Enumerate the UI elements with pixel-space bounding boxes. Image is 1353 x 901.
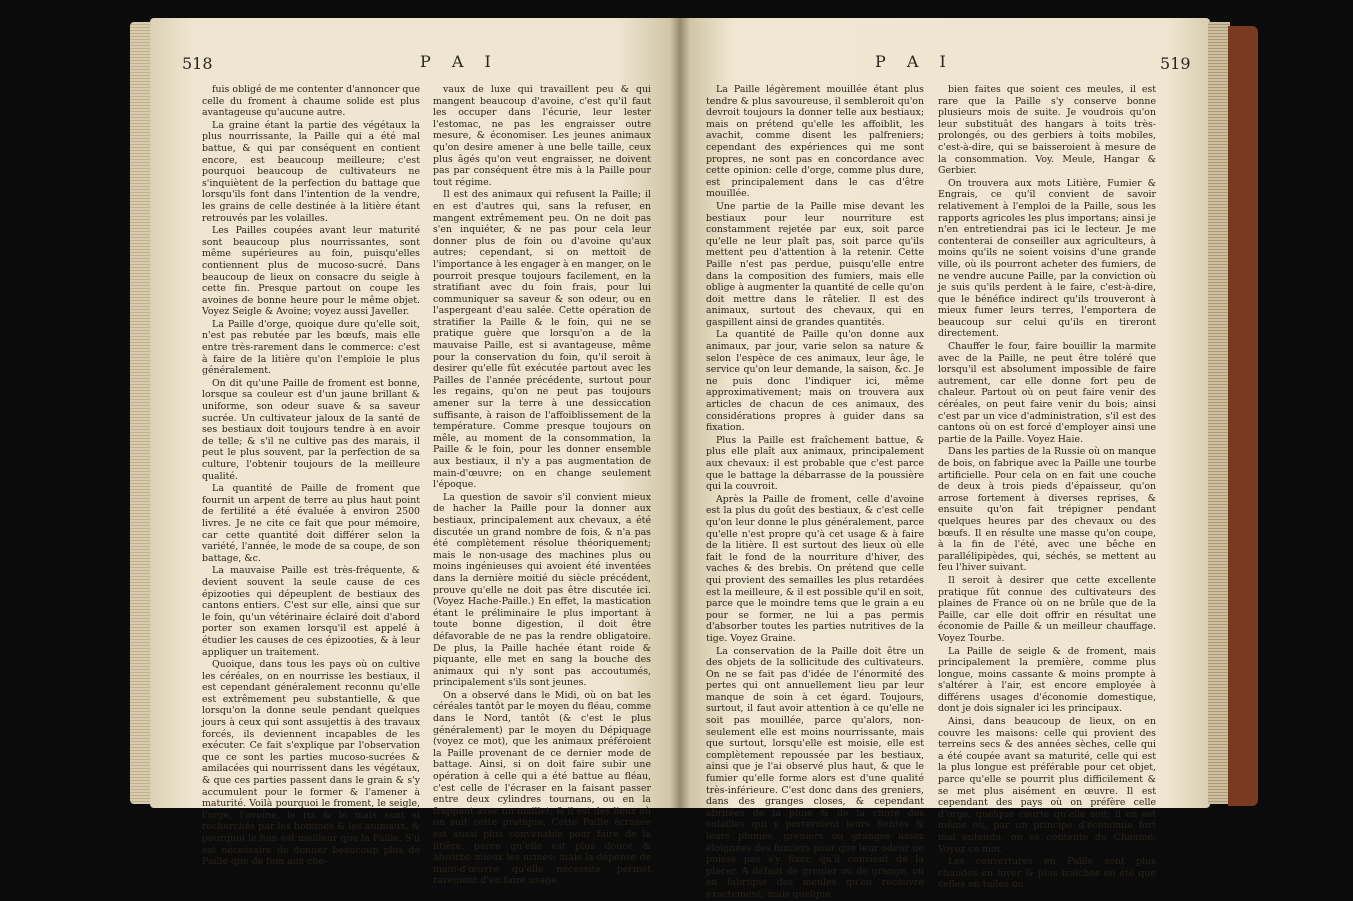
right-column-1 (706, 84, 924, 900)
paragraph: La conservation de la Paille doit être un des objets de la sollicitude des cultivateurs. On ne se fait pas d'idée de l'énormité des pertes qui ont annuellement lieu par leur manque de soin à cet égard. Toujours, surtout, il faut avoir attention à ce qu'elle ne soit pas mouillée, parce qu'alors, non-seulement elle est moins nourrissante, mais que surtout, lorsqu'elle est moisie, elle est complètement repoussée par les bestiaux, ainsi que je l'ai observé plus haut, & que le fumier qu'elle forme alors est d'une qualité très-inférieure. C'est donc dans des greniers, dans des granges closes, & cependant abritées de la pluie & de la chute des volailles qui y porteroient leurs fientes & leurs plumes, greniers ou granges assez éloignées des fumiers pour que leur odeur ne puisse pas s'y fixer, qu'il convient de la placer. A défaut de grenier ou de grange, on en fabrique des meules qu'on recouvre exactement; mais quelque (706, 645, 924, 900)
paragraph: Chauffer le four, faire bouillir la marmite avec de la Paille, ne peut être toléré que lorsqu'il est absolument impossible de faire autrement, car elle donne fort peu de chaleur. Partout où on peut faire venir des céréales, on peut faire venir du bois; ainsi c'est par un vice d'administration, s'il est des cantons où on est forcé d'employer ainsi une partie de la Paille. Voyez Haie. (938, 341, 1156, 445)
paragraph: La graine étant la partie des végétaux la plus nourrissante, la Paille qui a été mal battue, & qui par conséquent en contient encore, est beaucoup meilleure; c'est pourquoi beaucoup de cultivateurs ne s'inquiètent de la perfection du battage que lorsqu'ils font dans l'intention de la vendre, les grains de celle destinée à la litière étant retrouvés par les volailles. (202, 119, 420, 224)
paragraph: La Paille légèrement mouillée étant plus tendre & plus savoureuse, il sembleroit qu'on devroit toujours la donner telle aux bestiaux; mais on prétend qu'elle les affoiblit, les avachit, comme disent les palfreniers; cependant des expériences qui me sont propres, ne sont pas en concordance avec cette opinion: celle d'orge, comme plus dure, est principalement dans le cas d'être mouillée. (706, 84, 924, 200)
right-page (680, 18, 1210, 900)
paragraph: La quantité de Paille qu'on donne aux animaux, par jour, varie selon sa nature & selon l'espèce de ces animaux, leur âge, le service qu'on leur demande, la saison, &c. Je ne puis donc l'indiquer ici, même approximativement; mais on trouvera aux articles de chacun de ces animaux, des considérations propres à guider dans sa fixation. (706, 329, 924, 434)
paragraph: Dans les parties de la Russie où on manque de bois, on fabrique avec la Paille une tourbe artificielle. Pour cela on en fait une couche de deux à trois pieds d'épaisseur, qu'on arrose fortement à diverses reprises, & ensuite qu'on fait trépigner pendant quelques heures par des chevaux ou des bœufs. Il en résulte une masse qu'on coupe, à la fin de l'été, avec une bêche en parallélipipèdes, qui, séchés, se mettent au feu l'hiver suivant. (938, 446, 1156, 574)
right-page-edges (1208, 22, 1230, 804)
left-page (150, 18, 680, 887)
paragraph: Les Pailles coupées avant leur maturité sont beaucoup plus nourrissantes, sont même supérieures au foin, puisqu'elles contiennent plus de mucoso-sucré. Dans beaucoup de lieux on consacre du seigle à cette fin. Presque partout on coupe les avoines de bonne heure pour le même objet. Voyez Seigle & Avoine; voyez aussi Javeller. (202, 225, 420, 318)
right-column-2 (938, 84, 1156, 891)
paragraph: vaux de luxe qui travaillent peu & qui mangent beaucoup d'avoine, c'est qu'il faut les occuper dans l'écurie, leur lester l'estomac, ne pas les engraisser outre mesure, & économiser. Les jeunes animaux qu'on desire amener à une belle taille, ceux plus âgés qu'on veut engraisser, ne doivent pas par conséquent être mis à la Paille pour tout régime. (433, 84, 651, 188)
paragraph: Après la Paille de froment, celle d'avoine est la plus du goût des bestiaux, & c'est celle qu'on leur donne le plus généralement, parce qu'elle n'est propre qu'à cet usage & à faire de la litière. Il est surtout des lieux où elle fait le fond de la nourriture d'hiver, des vaches & des brebis. On prétend que celle qui provient des semailles les plus retardées est la meilleure, & il est possible qu'il en soit, parce que le moindre tems que le grain a eu pour se former, ne lui a pas permis d'absorber toutes les parties nutritives de la tige. Voyez Graine. (706, 493, 924, 644)
book-cover (1228, 26, 1258, 806)
right-page-number: 519 (1160, 54, 1191, 73)
paragraph: On a observé dans le Midi, où on bat les céréales tantôt par le moyen du fléau, comme dans le Nord, tantôt (& c'est le plus généralement) par le moyen du Dépiquage (voyez ce mot), que les animaux préféroient la Paille provenant de ce dernier mode de battage. Ainsi, si on doit faire subir une opération à celle qui a été battue au fléau, c'est celle de l'écraser en la faisant passer entre deux cylindres tournans, ou en la frappant avec un maillet; & il est des lieux où on suit cette pratique. Cette Paille écrasée est aussi plus convenable pour faire de la litière, parce qu'elle est plus douce & absorbe mieux les urines; mais la dépense de main-d'œuvre qu'elle nécessite, permet rarement d'en faire usage. (433, 689, 651, 887)
paragraph: On dit qu'une Paille de froment est bonne, lorsque sa couleur est d'un jaune brillant & uniforme, son odeur suave & sa saveur sucrée. Un cultivateur jaloux de la santé de ses bestiaux doit toujours tendre à en avoir de telle; & s'il ne cultive pas des marais, il peut le plus souvent, par la perfection de sa culture, l'obtenir toujours de la meilleure qualité. (202, 377, 420, 482)
left-running-header: P A I (420, 52, 499, 71)
paragraph: La Paille d'orge, quoique dure qu'elle soit, n'est pas rebutée par les bœufs, mais elle entre très-rarement dans le commerce: c'est à faire de la litière qu'on l'emploie le plus généralement. (202, 318, 420, 377)
paragraph: Ainsi, dans beaucoup de lieux, on en couvre les maisons: celle qui provient des terreins secs & des années sèches, celle qui a été coupée avant sa maturité, celle qui est la plus longue est préférable pour cet objet, parce qu'elle se pourrit plus difficilement & se met plus aisément en œuvre. Il est cependant des pays où on préfère celle d'orge, quelque courte qu'elle soit; il en est même où, par un principe d'économie fort mal entendu, on se contente du Chaume. Voyez ce mot. (938, 716, 1156, 855)
paragraph: Les couvertures en Paille sont plus chaudes en hiver & plus fraîches en été que celles en tuiles ou (938, 856, 1156, 891)
paragraph: Il est des animaux qui refusent la Paille; il en est d'autres qui, sans la refuser, en mangent extrêmement peu. On ne doit pas s'en inquiéter, & ne pas pour cela leur donner plus de foin ou d'avoine qu'aux autres; cependant, si on mettoit de l'importance à les engager à en manger, on le pourroit presque toujours facilement, en la stratifiant avec du foin frais, pour lui communiquer sa saveur & son odeur, ou en l'aspergeant d'eau salée. Cette opération de stratifier la Paille & le foin, qui ne se pratique guère que lorsqu'on a de la mauvaise Paille, est si avantageuse, même pour la conservation du foin, qu'il seroit à desirer qu'elle fût exécutée partout avec les Pailles de l'année précédente, surtout pour les regains, qu'on ne peut pas toujours amener sur la terre à une dessiccation suffisante, à raison de l'affoiblissement de la température. Comme presque toujours on mêle, au moment de la consommation, la Paille & le foin, pour les donner ensemble aux bestiaux, il n'y a pas augmentation de main-d'œuvre; on en change seulement l'époque. (433, 189, 651, 491)
paragraph: bien faites que soient ces meules, il est rare que la Paille s'y conserve bonne plusieurs mois de suite. Je voudrois qu'on leur substituât des hangars à toits très-prolongés, ou des gerbiers à toits mobiles, c'est-à-dire, qui se baisseroient à mesure de la consommation. Voy. Meule, Hangar & Gerbier. (938, 84, 1156, 177)
paragraph: La mauvaise Paille est très-fréquente, & devient souvent la seule cause de ces épizooties qui dépeuplent de bestiaux des cantons entiers. C'est sur elle, ainsi que sur le foin, qu'un vétérinaire éclairé doit d'abord porter son examen lorsqu'il est appelé à étudier les causes de ces épizooties, & à leur appliquer un traitement. (202, 565, 420, 658)
paragraph: La quantité de Paille de froment que fournit un arpent de terre au plus haut point de fertilité a été évaluée à environ 2500 livres. Je ne cite ce fait que pour mémoire, car cette quantité doit différer selon la variété, l'année, le mode de sa coupe, de son battage, &c. (202, 483, 420, 564)
left-page-edges (130, 22, 152, 804)
paragraph: Plus la Paille est fraîchement battue, & plus elle plaît aux animaux, principalement aux chevaux: il est probable que c'est parce que le battage la débarrasse de la poussière qui la couvroit. (706, 434, 924, 493)
left-column-2 (433, 84, 651, 887)
left-page-number: 518 (182, 54, 213, 73)
left-column-1 (202, 84, 420, 868)
paragraph: Il seroit à desirer que cette excellente pratique fût connue des cultivateurs des plaines de France où on ne brûle que de la Paille, car elle doit offrir en résultat une économie de Paille & un meilleur chauffage. Voyez Tourbe. (938, 574, 1156, 644)
paragraph: fuis obligé de me contenter d'annoncer que celle du froment à chaume solide est plus avantageuse qu'aucune autre. (202, 84, 420, 119)
paragraph: Une partie de la Paille mise devant les bestiaux pour leur nourriture est constamment rejetée par eux, soit parce qu'elle ne leur plaît pas, soit parce qu'ils mettent peu d'attention à la retenir. Cette Paille n'est pas perdue, puisqu'elle entre dans la composition des fumiers, mais elle oblige à augmenter la quantité de celle qu'on doit mettre dans le râtelier. Il est des animaux, surtout des chevaux, qui en gaspillent ainsi de grandes quantités. (706, 200, 924, 328)
paragraph: La question de savoir s'il convient mieux de hacher la Paille pour la donner aux bestiaux, principalement aux chevaux, a été discutée un grand nombre de fois, & n'a pas été complètement résolue théoriquement; mais le non-usage des machines plus ou moins ingénieuses qui avoient été inventées dans la dernière moitié du siècle précédent, prouve qu'elle ne doit pas être discutée ici. (Voyez Hache-Paille.) En effet, la mastication étant le préliminaire le plus important à toute bonne digestion, il doit être défavorable de ne pas la rendre obligatoire. De plus, la Paille hachée étant roide & piquante, elle met en sang la bouche des animaux qui n'y sont pas accoutumés, principalement s'ils sont jeunes. (433, 491, 651, 689)
open-book (130, 8, 1230, 900)
paragraph: On trouvera aux mots Litière, Fumier & Engrais, ce qu'il convient de savoir relativement à l'emploi de la Paille, sous les rapports agricoles les plus importans; ainsi je n'en entretiendrai pas ici le lecteur. Je me contenterai de conseiller aux agriculteurs, à moins qu'ils ne soient voisins d'une grande ville, où ils pourront acheter des fumiers, de ne vendre aucune Paille, par la conviction où je suis qu'ils perdent à le faire, c'est-à-dire, que le bénéfice indirect qu'ils trouveront à mieux fumer leurs terres, l'emportera de beaucoup sur celui qu'ils en tireront directement. (938, 177, 1156, 340)
paragraph: La Paille de seigle & de froment, mais principalement la première, comme plus longue, moins cassante & moins prompte à s'altérer à l'air, est encore employée à différens usages d'économie domestique, dont je dois signaler ici les principaux. (938, 645, 1156, 715)
book-gutter (670, 18, 690, 808)
paragraph: Quoique, dans tous les pays où on cultive les céréales, on en nourrisse les bestiaux, il est cependant généralement reconnu qu'elle est extrêmement peu substantielle, & que lorsqu'on la donne seule pendant quelques jours à ceux qui sont assujettis à des travaux forcés, ils deviennent incapables de les exécuter. Ce fait s'explique par l'observation que ce sont les parties mucoso-sucrées & amilacées qui nourrissent dans les végétaux, & que ces parties passent dans le grain & s'y accumulent pour le former & l'amener à maturité. Voilà pourquoi le froment, le seigle, l'orge, l'avoine, le riz & le maïs sont si recherchés par les hommes & les animaux, & pourquoi le foin est meilleur que la Paille. S'il est nécessaire de donner beaucoup plus de Paille que de foin aux che- (202, 659, 420, 868)
right-running-header: P A I (875, 52, 954, 71)
